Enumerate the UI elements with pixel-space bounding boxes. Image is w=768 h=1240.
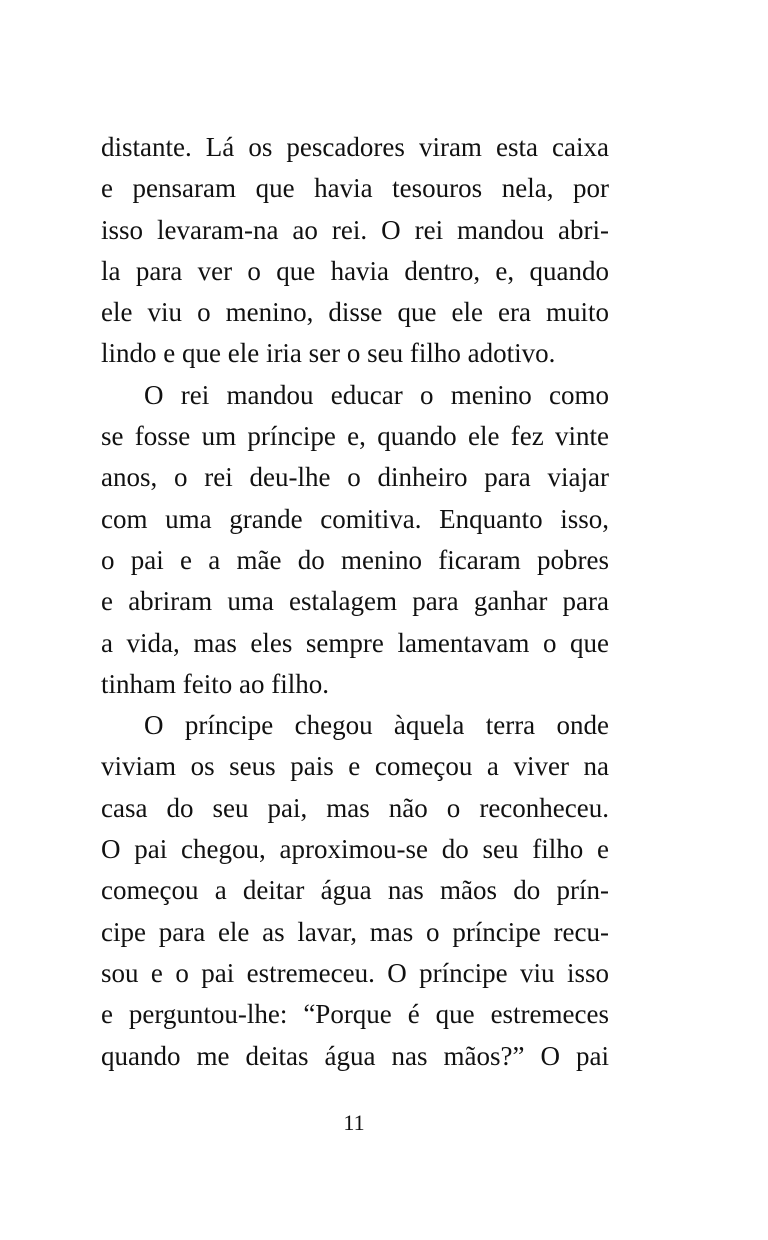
text-line: la para ver o que havia dentro, e, quando bbox=[101, 255, 609, 286]
text-line: viviam os seus pais e começou a viver na bbox=[101, 751, 609, 782]
text-line: casa do seu pai, mas não o reconheceu. bbox=[101, 792, 609, 823]
text-line: distante. Lá os pescadores viram esta caixa bbox=[101, 132, 609, 162]
text-line: começou a deitar água nas mãos do prín- bbox=[101, 875, 609, 906]
text-line: sou e o pai estremeceu. O príncipe viu isso bbox=[101, 957, 609, 988]
text-line: e abriram uma estalagem para ganhar para bbox=[101, 586, 609, 617]
page-number: 11 bbox=[343, 1110, 365, 1135]
paragraph-first-line: O rei mandou educar o menino como bbox=[144, 379, 609, 410]
text-line: anos, o rei deu-lhe o dinheiro para viajar bbox=[101, 462, 609, 493]
text-line: quando me deitas água nas mãos?” O pai bbox=[101, 1040, 609, 1071]
text-line: com uma grande comitiva. Enquanto isso, bbox=[101, 503, 609, 534]
body-text bbox=[101, 127, 609, 1077]
text-line: e pensaram que havia tesouros nela, por bbox=[101, 173, 609, 204]
text-line: cipe para ele as lavar, mas o príncipe recu- bbox=[101, 916, 609, 947]
paragraph-first-line: O príncipe chegou àquela terra onde bbox=[144, 710, 609, 741]
text-line: e perguntou-lhe: “Porque é que estremeces bbox=[101, 999, 609, 1030]
text-line: isso levaram-na ao rei. O rei mandou abri- bbox=[101, 214, 609, 245]
text-line: ele viu o menino, disse que ele era muito bbox=[101, 297, 609, 328]
text-line: O pai chegou, aproximou-se do seu filho e bbox=[101, 834, 609, 865]
text-line: se fosse um príncipe e, quando ele fez vinte bbox=[101, 421, 609, 452]
text-line: tinham feito ao filho. bbox=[101, 668, 329, 699]
text-line: lindo e que ele iria ser o seu filho adotivo. bbox=[101, 338, 556, 369]
text-line: a vida, mas eles sempre lamentavam o que bbox=[101, 627, 609, 658]
text-line: o pai e a mãe do menino ficaram pobres bbox=[101, 544, 609, 575]
